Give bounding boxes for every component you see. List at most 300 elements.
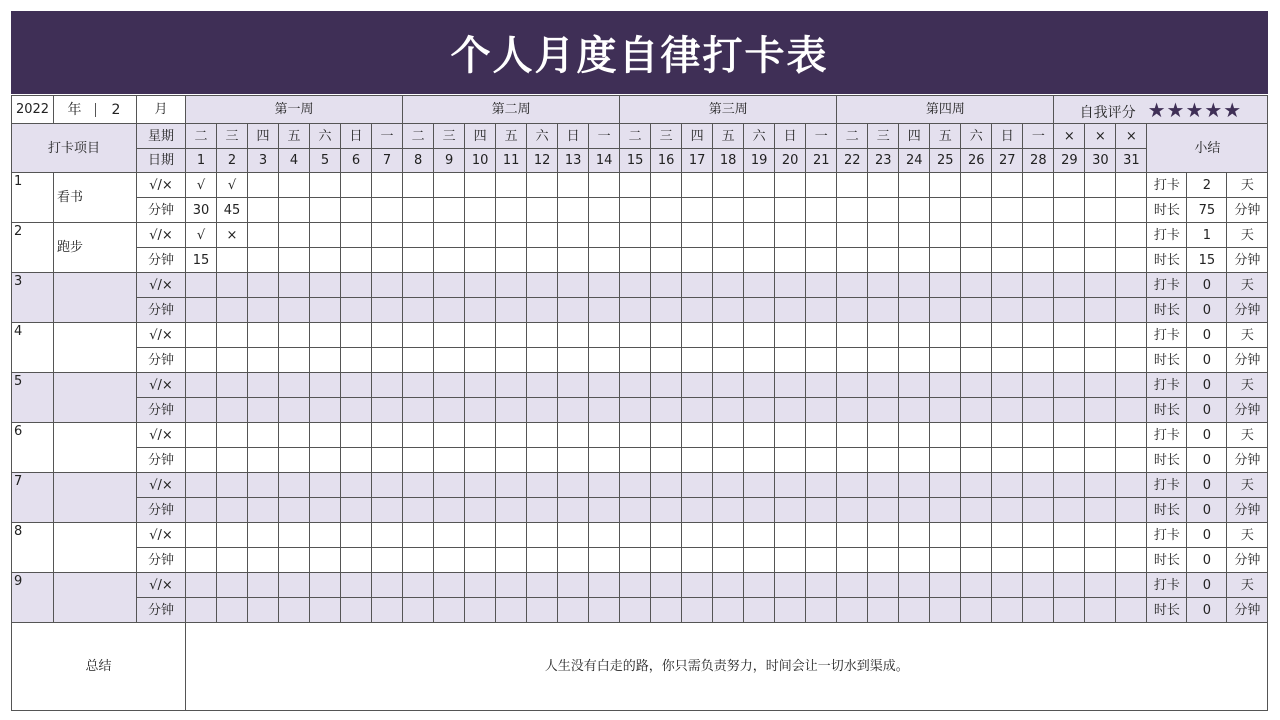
check-cell[interactable] xyxy=(992,523,1023,548)
check-cell[interactable] xyxy=(775,323,806,348)
minutes-cell[interactable] xyxy=(341,598,372,623)
minutes-cell[interactable] xyxy=(465,498,496,523)
check-cell[interactable] xyxy=(651,223,682,248)
minutes-cell[interactable] xyxy=(589,398,620,423)
check-cell[interactable] xyxy=(527,573,558,598)
check-cell[interactable] xyxy=(868,223,899,248)
check-cell[interactable] xyxy=(1054,273,1085,298)
minutes-cell[interactable] xyxy=(186,498,217,523)
minutes-cell[interactable] xyxy=(527,598,558,623)
minutes-cell[interactable] xyxy=(1023,298,1054,323)
check-cell[interactable] xyxy=(465,423,496,448)
check-cell[interactable] xyxy=(372,573,403,598)
minutes-cell[interactable] xyxy=(186,598,217,623)
minutes-cell[interactable] xyxy=(1054,248,1085,273)
check-cell[interactable] xyxy=(279,223,310,248)
minutes-cell[interactable] xyxy=(310,448,341,473)
minutes-cell[interactable] xyxy=(837,598,868,623)
check-cell[interactable] xyxy=(806,573,837,598)
check-cell[interactable] xyxy=(496,523,527,548)
minutes-cell[interactable] xyxy=(217,548,248,573)
check-cell[interactable] xyxy=(186,373,217,398)
check-cell[interactable] xyxy=(1085,523,1116,548)
check-cell[interactable]: × xyxy=(217,223,248,248)
check-cell[interactable] xyxy=(1116,173,1147,198)
check-cell[interactable] xyxy=(899,273,930,298)
check-cell[interactable] xyxy=(713,573,744,598)
minutes-cell[interactable] xyxy=(961,248,992,273)
minutes-cell[interactable] xyxy=(868,548,899,573)
check-cell[interactable] xyxy=(961,273,992,298)
check-cell[interactable] xyxy=(775,173,806,198)
minutes-cell[interactable] xyxy=(372,298,403,323)
minutes-cell[interactable] xyxy=(620,548,651,573)
minutes-cell[interactable] xyxy=(744,498,775,523)
minutes-cell[interactable] xyxy=(713,498,744,523)
check-cell[interactable] xyxy=(1116,273,1147,298)
minutes-cell[interactable] xyxy=(372,498,403,523)
check-cell[interactable] xyxy=(1023,173,1054,198)
check-cell[interactable] xyxy=(248,373,279,398)
check-cell[interactable] xyxy=(465,373,496,398)
check-cell[interactable] xyxy=(682,223,713,248)
check-cell[interactable] xyxy=(372,473,403,498)
check-cell[interactable] xyxy=(310,573,341,598)
check-cell[interactable] xyxy=(868,573,899,598)
minutes-cell[interactable] xyxy=(930,348,961,373)
check-cell[interactable] xyxy=(961,573,992,598)
minutes-cell[interactable] xyxy=(992,548,1023,573)
check-cell[interactable] xyxy=(1085,323,1116,348)
check-cell[interactable] xyxy=(620,473,651,498)
minutes-cell[interactable] xyxy=(899,498,930,523)
minutes-cell[interactable] xyxy=(1023,598,1054,623)
check-cell[interactable] xyxy=(651,423,682,448)
minutes-cell[interactable] xyxy=(806,548,837,573)
check-cell[interactable]: √ xyxy=(186,173,217,198)
minutes-cell[interactable] xyxy=(806,348,837,373)
minutes-cell[interactable] xyxy=(1116,548,1147,573)
minutes-cell[interactable] xyxy=(558,248,589,273)
check-cell[interactable] xyxy=(248,273,279,298)
minutes-cell[interactable] xyxy=(434,298,465,323)
check-cell[interactable] xyxy=(930,373,961,398)
check-cell[interactable] xyxy=(775,523,806,548)
check-cell[interactable]: √ xyxy=(186,223,217,248)
minutes-cell[interactable] xyxy=(217,348,248,373)
check-cell[interactable] xyxy=(682,173,713,198)
check-cell[interactable] xyxy=(248,573,279,598)
minutes-cell[interactable] xyxy=(310,548,341,573)
check-cell[interactable] xyxy=(341,223,372,248)
minutes-cell[interactable] xyxy=(1054,598,1085,623)
check-cell[interactable] xyxy=(930,273,961,298)
check-cell[interactable] xyxy=(775,423,806,448)
minutes-cell[interactable] xyxy=(527,248,558,273)
minutes-cell[interactable] xyxy=(1023,448,1054,473)
minutes-cell[interactable] xyxy=(527,548,558,573)
check-cell[interactable] xyxy=(744,173,775,198)
minutes-cell[interactable] xyxy=(465,398,496,423)
minutes-cell[interactable] xyxy=(403,348,434,373)
minutes-cell[interactable] xyxy=(527,298,558,323)
minutes-cell[interactable] xyxy=(465,598,496,623)
minutes-cell[interactable] xyxy=(899,598,930,623)
minutes-cell[interactable] xyxy=(930,298,961,323)
minutes-cell[interactable] xyxy=(1085,598,1116,623)
minutes-cell[interactable] xyxy=(496,248,527,273)
check-cell[interactable] xyxy=(775,273,806,298)
check-cell[interactable] xyxy=(589,173,620,198)
check-cell[interactable] xyxy=(248,523,279,548)
minutes-cell[interactable] xyxy=(961,598,992,623)
check-cell[interactable] xyxy=(558,423,589,448)
item-name[interactable] xyxy=(54,473,137,523)
minutes-cell[interactable] xyxy=(961,348,992,373)
check-cell[interactable] xyxy=(620,523,651,548)
minutes-cell[interactable] xyxy=(434,598,465,623)
minutes-cell[interactable] xyxy=(186,398,217,423)
minutes-cell[interactable] xyxy=(1085,398,1116,423)
minutes-cell[interactable] xyxy=(465,548,496,573)
minutes-cell[interactable] xyxy=(465,348,496,373)
minutes-cell[interactable] xyxy=(496,448,527,473)
check-cell[interactable] xyxy=(961,223,992,248)
minutes-cell[interactable] xyxy=(930,548,961,573)
minutes-cell[interactable] xyxy=(186,448,217,473)
minutes-cell[interactable] xyxy=(651,598,682,623)
check-cell[interactable] xyxy=(496,573,527,598)
check-cell[interactable] xyxy=(992,273,1023,298)
check-cell[interactable] xyxy=(217,423,248,448)
minutes-cell[interactable] xyxy=(248,248,279,273)
minutes-cell[interactable] xyxy=(496,398,527,423)
minutes-cell[interactable] xyxy=(899,398,930,423)
check-cell[interactable] xyxy=(1085,273,1116,298)
minutes-cell[interactable] xyxy=(744,298,775,323)
check-cell[interactable] xyxy=(279,473,310,498)
check-cell[interactable] xyxy=(682,573,713,598)
minutes-cell[interactable] xyxy=(434,348,465,373)
check-cell[interactable] xyxy=(744,323,775,348)
minutes-cell[interactable] xyxy=(992,298,1023,323)
minutes-cell[interactable] xyxy=(682,198,713,223)
check-cell[interactable] xyxy=(465,323,496,348)
minutes-cell[interactable] xyxy=(775,348,806,373)
minutes-cell[interactable] xyxy=(558,448,589,473)
minutes-cell[interactable] xyxy=(1116,348,1147,373)
minutes-cell[interactable] xyxy=(248,448,279,473)
minutes-cell[interactable] xyxy=(372,598,403,623)
check-cell[interactable] xyxy=(527,173,558,198)
minutes-cell[interactable] xyxy=(279,548,310,573)
minutes-cell[interactable] xyxy=(1085,248,1116,273)
check-cell[interactable] xyxy=(310,323,341,348)
minutes-cell[interactable] xyxy=(1085,498,1116,523)
check-cell[interactable] xyxy=(682,423,713,448)
check-cell[interactable] xyxy=(527,373,558,398)
check-cell[interactable] xyxy=(651,523,682,548)
check-cell[interactable] xyxy=(589,223,620,248)
check-cell[interactable] xyxy=(620,223,651,248)
check-cell[interactable] xyxy=(403,523,434,548)
minutes-cell[interactable] xyxy=(899,298,930,323)
minutes-cell[interactable] xyxy=(837,448,868,473)
minutes-cell[interactable] xyxy=(310,298,341,323)
check-cell[interactable] xyxy=(217,323,248,348)
summary-text[interactable]: 人生没有白走的路，你只需负责努力，时间会让一切水到渠成。 xyxy=(186,623,1268,711)
check-cell[interactable] xyxy=(217,573,248,598)
check-cell[interactable] xyxy=(496,373,527,398)
minutes-cell[interactable] xyxy=(248,298,279,323)
minutes-cell[interactable] xyxy=(434,398,465,423)
check-cell[interactable] xyxy=(682,473,713,498)
rating-stars-icon[interactable]: ★★★★★ xyxy=(1147,97,1243,122)
minutes-cell[interactable] xyxy=(1116,198,1147,223)
minutes-cell[interactable] xyxy=(217,248,248,273)
minutes-cell[interactable] xyxy=(403,548,434,573)
minutes-cell[interactable] xyxy=(527,198,558,223)
check-cell[interactable] xyxy=(992,223,1023,248)
check-cell[interactable] xyxy=(186,273,217,298)
check-cell[interactable] xyxy=(620,373,651,398)
minutes-cell[interactable] xyxy=(837,398,868,423)
check-cell[interactable] xyxy=(744,273,775,298)
minutes-cell[interactable] xyxy=(868,248,899,273)
check-cell[interactable]: √ xyxy=(217,173,248,198)
minutes-cell[interactable] xyxy=(186,548,217,573)
check-cell[interactable] xyxy=(713,273,744,298)
item-name[interactable] xyxy=(54,273,137,323)
minutes-cell[interactable] xyxy=(1054,298,1085,323)
minutes-cell[interactable] xyxy=(744,448,775,473)
minutes-cell[interactable] xyxy=(341,398,372,423)
minutes-cell[interactable] xyxy=(186,348,217,373)
minutes-cell[interactable] xyxy=(279,298,310,323)
check-cell[interactable] xyxy=(403,423,434,448)
check-cell[interactable] xyxy=(992,423,1023,448)
minutes-cell[interactable] xyxy=(1116,598,1147,623)
minutes-cell[interactable] xyxy=(744,348,775,373)
minutes-cell[interactable] xyxy=(961,298,992,323)
check-cell[interactable] xyxy=(899,423,930,448)
check-cell[interactable] xyxy=(837,373,868,398)
check-cell[interactable] xyxy=(1054,323,1085,348)
minutes-cell[interactable] xyxy=(341,198,372,223)
check-cell[interactable] xyxy=(899,223,930,248)
minutes-cell[interactable] xyxy=(682,348,713,373)
check-cell[interactable] xyxy=(279,173,310,198)
check-cell[interactable] xyxy=(186,423,217,448)
minutes-cell[interactable] xyxy=(837,548,868,573)
minutes-cell[interactable] xyxy=(372,398,403,423)
check-cell[interactable] xyxy=(589,473,620,498)
minutes-cell[interactable] xyxy=(620,448,651,473)
minutes-cell[interactable] xyxy=(310,398,341,423)
check-cell[interactable] xyxy=(558,323,589,348)
minutes-cell[interactable] xyxy=(341,548,372,573)
check-cell[interactable] xyxy=(465,573,496,598)
item-name[interactable] xyxy=(54,373,137,423)
check-cell[interactable] xyxy=(527,323,558,348)
minutes-cell[interactable] xyxy=(496,298,527,323)
check-cell[interactable] xyxy=(465,473,496,498)
minutes-cell[interactable] xyxy=(651,198,682,223)
minutes-cell[interactable] xyxy=(217,298,248,323)
minutes-cell[interactable] xyxy=(992,598,1023,623)
minutes-cell[interactable] xyxy=(620,598,651,623)
minutes-cell[interactable] xyxy=(620,498,651,523)
check-cell[interactable] xyxy=(248,173,279,198)
check-cell[interactable] xyxy=(899,373,930,398)
check-cell[interactable] xyxy=(992,323,1023,348)
check-cell[interactable] xyxy=(434,273,465,298)
check-cell[interactable] xyxy=(744,523,775,548)
minutes-cell[interactable] xyxy=(682,498,713,523)
check-cell[interactable] xyxy=(1116,323,1147,348)
minutes-cell[interactable] xyxy=(651,298,682,323)
check-cell[interactable] xyxy=(186,523,217,548)
check-cell[interactable] xyxy=(186,473,217,498)
check-cell[interactable] xyxy=(806,373,837,398)
check-cell[interactable] xyxy=(1116,373,1147,398)
check-cell[interactable] xyxy=(651,273,682,298)
minutes-cell[interactable] xyxy=(279,498,310,523)
minutes-cell[interactable] xyxy=(899,348,930,373)
minutes-cell[interactable] xyxy=(961,398,992,423)
check-cell[interactable] xyxy=(713,223,744,248)
minutes-cell[interactable] xyxy=(620,298,651,323)
check-cell[interactable] xyxy=(713,473,744,498)
minutes-cell[interactable] xyxy=(465,298,496,323)
minutes-cell[interactable] xyxy=(341,448,372,473)
check-cell[interactable] xyxy=(279,323,310,348)
check-cell[interactable] xyxy=(558,373,589,398)
check-cell[interactable] xyxy=(1085,373,1116,398)
minutes-cell[interactable] xyxy=(310,198,341,223)
minutes-cell[interactable] xyxy=(961,498,992,523)
minutes-cell[interactable] xyxy=(837,248,868,273)
check-cell[interactable] xyxy=(279,523,310,548)
minutes-cell[interactable] xyxy=(651,498,682,523)
check-cell[interactable] xyxy=(403,323,434,348)
minutes-cell[interactable] xyxy=(589,548,620,573)
minutes-cell[interactable] xyxy=(930,198,961,223)
check-cell[interactable] xyxy=(682,373,713,398)
check-cell[interactable] xyxy=(496,223,527,248)
check-cell[interactable] xyxy=(1023,273,1054,298)
minutes-cell[interactable] xyxy=(558,548,589,573)
check-cell[interactable] xyxy=(341,273,372,298)
check-cell[interactable] xyxy=(682,273,713,298)
minutes-cell[interactable] xyxy=(1023,498,1054,523)
minutes-cell[interactable] xyxy=(868,448,899,473)
minutes-cell[interactable] xyxy=(868,198,899,223)
minutes-cell[interactable] xyxy=(1116,398,1147,423)
minutes-cell[interactable] xyxy=(713,398,744,423)
check-cell[interactable] xyxy=(1054,423,1085,448)
minutes-cell[interactable] xyxy=(651,398,682,423)
minutes-cell[interactable] xyxy=(465,198,496,223)
check-cell[interactable] xyxy=(713,373,744,398)
check-cell[interactable] xyxy=(744,373,775,398)
check-cell[interactable] xyxy=(992,173,1023,198)
check-cell[interactable] xyxy=(341,473,372,498)
minutes-cell[interactable] xyxy=(1085,448,1116,473)
check-cell[interactable] xyxy=(248,223,279,248)
minutes-cell[interactable] xyxy=(775,498,806,523)
minutes-cell[interactable] xyxy=(930,448,961,473)
minutes-cell[interactable] xyxy=(930,498,961,523)
check-cell[interactable] xyxy=(1116,423,1147,448)
check-cell[interactable] xyxy=(310,473,341,498)
check-cell[interactable] xyxy=(620,423,651,448)
check-cell[interactable] xyxy=(248,323,279,348)
check-cell[interactable] xyxy=(372,223,403,248)
minutes-cell[interactable] xyxy=(837,498,868,523)
check-cell[interactable] xyxy=(434,473,465,498)
check-cell[interactable] xyxy=(496,273,527,298)
check-cell[interactable] xyxy=(310,223,341,248)
check-cell[interactable] xyxy=(248,473,279,498)
check-cell[interactable] xyxy=(1085,573,1116,598)
item-name[interactable]: 跑步 xyxy=(54,223,137,273)
check-cell[interactable] xyxy=(713,323,744,348)
check-cell[interactable] xyxy=(434,323,465,348)
minutes-cell[interactable] xyxy=(589,248,620,273)
minutes-cell[interactable] xyxy=(1116,448,1147,473)
check-cell[interactable] xyxy=(837,523,868,548)
minutes-cell[interactable] xyxy=(899,548,930,573)
minutes-cell[interactable] xyxy=(248,548,279,573)
check-cell[interactable] xyxy=(868,273,899,298)
minutes-cell[interactable] xyxy=(1054,448,1085,473)
minutes-cell[interactable] xyxy=(1023,248,1054,273)
check-cell[interactable] xyxy=(992,373,1023,398)
check-cell[interactable] xyxy=(527,423,558,448)
minutes-cell[interactable] xyxy=(651,248,682,273)
check-cell[interactable] xyxy=(868,423,899,448)
minutes-cell[interactable] xyxy=(589,298,620,323)
check-cell[interactable] xyxy=(930,173,961,198)
minutes-cell[interactable] xyxy=(806,198,837,223)
minutes-cell[interactable] xyxy=(961,198,992,223)
minutes-cell[interactable] xyxy=(434,448,465,473)
check-cell[interactable] xyxy=(775,473,806,498)
minutes-cell[interactable] xyxy=(682,398,713,423)
check-cell[interactable] xyxy=(341,373,372,398)
minutes-cell[interactable] xyxy=(620,198,651,223)
check-cell[interactable] xyxy=(217,273,248,298)
check-cell[interactable] xyxy=(341,323,372,348)
check-cell[interactable] xyxy=(403,273,434,298)
minutes-cell[interactable] xyxy=(465,248,496,273)
check-cell[interactable] xyxy=(1085,173,1116,198)
check-cell[interactable] xyxy=(775,373,806,398)
minutes-cell[interactable] xyxy=(1085,298,1116,323)
check-cell[interactable] xyxy=(558,173,589,198)
check-cell[interactable] xyxy=(496,323,527,348)
check-cell[interactable] xyxy=(403,173,434,198)
check-cell[interactable] xyxy=(930,423,961,448)
minutes-cell[interactable]: 30 xyxy=(186,198,217,223)
check-cell[interactable] xyxy=(651,173,682,198)
minutes-cell[interactable] xyxy=(1023,398,1054,423)
minutes-cell[interactable] xyxy=(434,548,465,573)
minutes-cell[interactable] xyxy=(558,198,589,223)
check-cell[interactable] xyxy=(465,173,496,198)
minutes-cell[interactable] xyxy=(248,198,279,223)
